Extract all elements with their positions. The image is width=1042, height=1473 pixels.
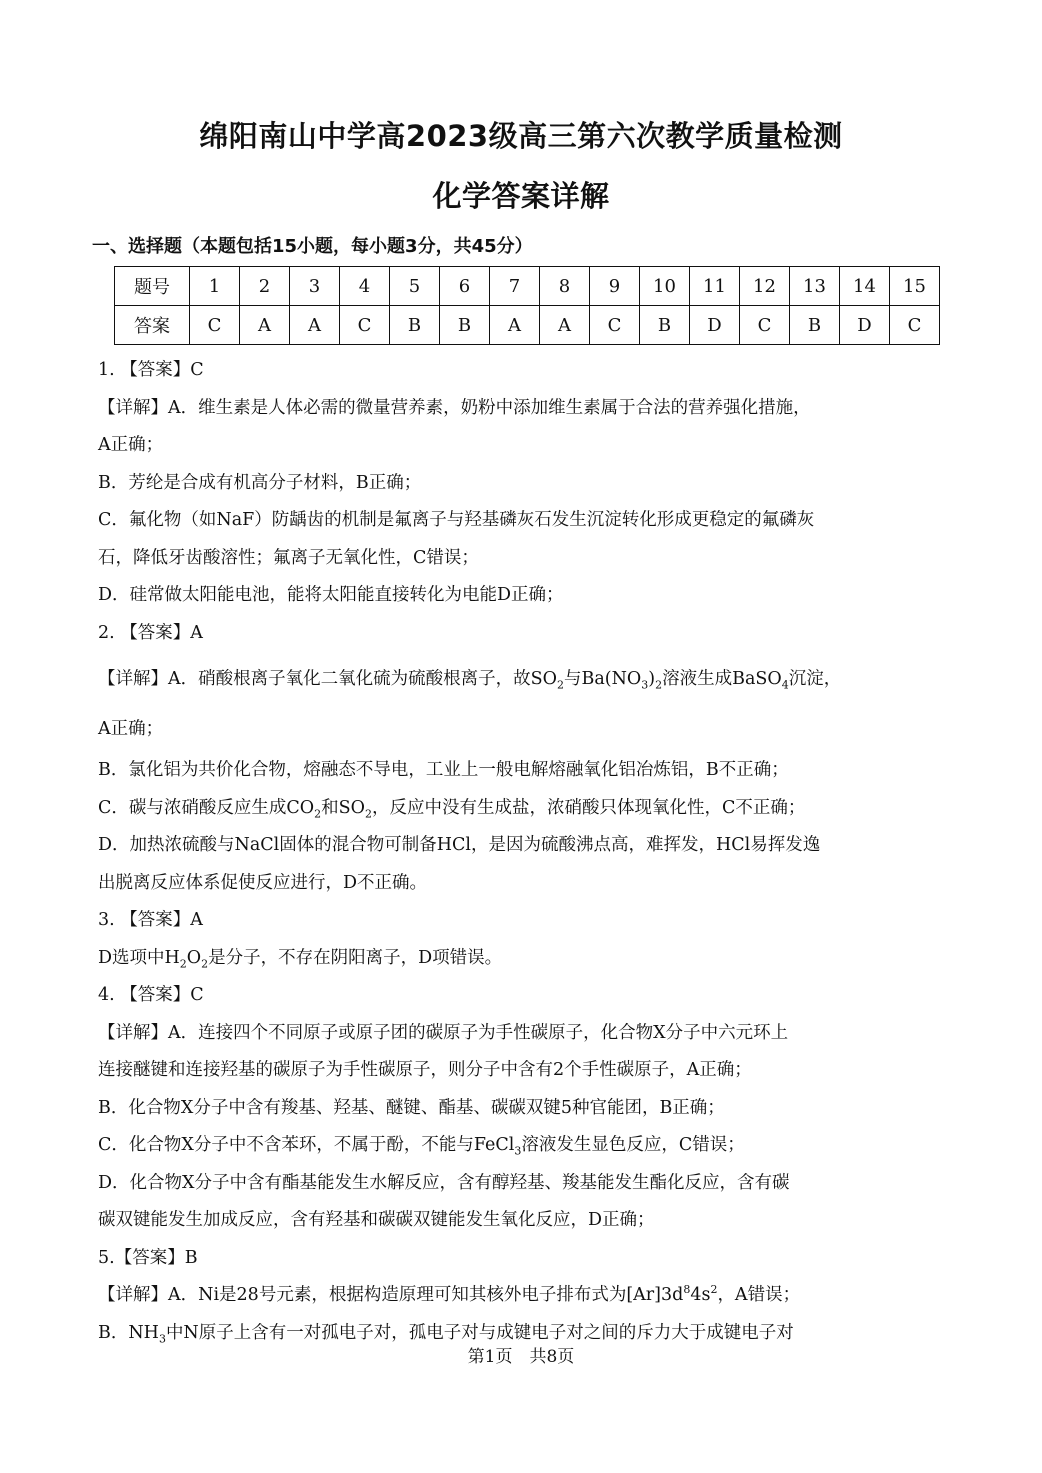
text-span: 是分子，不存在阴阳离子，D项错误。 <box>208 947 503 968</box>
table-cell: A <box>540 306 590 345</box>
q3-line <box>98 940 948 978</box>
formula-so2: SO <box>530 669 557 689</box>
document-title: 绵阳南山中学高2023级高三第六次教学质量检测 <box>199 119 843 153</box>
q1-answer: 1. 【答案】C <box>98 360 204 380</box>
text-span: 溶液发生显色反应，C错误； <box>521 1135 745 1155</box>
text-span: 与 <box>563 669 582 689</box>
table-cell: 1 <box>190 267 240 306</box>
q2-line <box>98 652 948 707</box>
q2-line: B．氯化铝为共价化合物，熔融态不导电，工业上一般电解熔融氧化铝冶炼铝，B不正确； <box>98 760 789 780</box>
page-footer: 第1页 共8页 <box>467 1347 575 1367</box>
formula-hcl: HCl <box>716 835 751 855</box>
formula-baso4: BaSO <box>732 669 782 689</box>
table-cell: 8 <box>540 267 590 306</box>
table-cell: B <box>790 306 840 345</box>
q4-line <box>98 1127 948 1165</box>
table-cell: A <box>240 306 290 345</box>
table-cell: 6 <box>440 267 490 306</box>
table-cell: 14 <box>840 267 890 306</box>
formula-hcl: HCl <box>436 835 472 855</box>
text-span: 【详解】A．Ni是28号元素，根据构造原理可知其核外电子排布式为[Ar]3d <box>98 1285 684 1305</box>
subscript: 2 <box>655 678 663 692</box>
q1-line: C．氟化物（如NaF）防龋齿的机制是氟离子与羟基磷灰石发生沉淀转化形成更稳定的氟磷灰 <box>98 510 815 530</box>
text-span: 固体的混合物可制备 <box>279 835 437 855</box>
q1-line: 石，降低牙齿酸溶性；氟离子无氧化性，C错误； <box>98 547 479 568</box>
table-row-label: 答案 <box>115 306 190 345</box>
table-cell: 4 <box>340 267 390 306</box>
formula-fecl3: FeCl <box>473 1135 515 1155</box>
table-cell: B <box>640 306 690 345</box>
q2-line <box>98 827 948 865</box>
formula-ba-no3: Ba(NO <box>581 669 642 689</box>
table-cell: 10 <box>640 267 690 306</box>
subscript: 3 <box>514 1144 522 1158</box>
table-cell: 13 <box>790 267 840 306</box>
question-number-row <box>115 267 940 306</box>
answer-table <box>114 266 940 345</box>
q4-line: 【详解】A．连接四个不同原子或原子团的碳原子为手性碳原子，化合物X分子中六元环上 <box>98 1022 789 1043</box>
q2-line: 出脱离反应体系促使反应进行，D不正确。 <box>98 872 428 893</box>
q1-line: 【详解】A．维生素是人体必需的微量营养素，奶粉中添加维生素属于合法的营养强化措施， <box>98 397 811 418</box>
subscript: 3 <box>641 678 649 692</box>
q4-line: B．化合物X分子中含有羧基、羟基、醚键、酯基、碳碳双键5种官能团，B正确； <box>98 1097 725 1118</box>
table-cell: C <box>890 306 940 345</box>
text-span: C．化合物X分子中不含苯环，不属于酚，不能与 <box>98 1135 474 1155</box>
table-cell: 12 <box>740 267 790 306</box>
q2-line <box>98 790 948 828</box>
subscript: 3 <box>158 1332 166 1345</box>
q3-answer: 3. 【答案】A <box>98 910 203 930</box>
text-span: 中N原子上含有一对孤电子对，孤电子对与成键电子对之间的斥力大于成键电子对 <box>165 1322 794 1343</box>
q1-line: D．硅常做太阳能电池，能将太阳能直接转化为电能D正确； <box>98 585 564 605</box>
text-span: O <box>186 947 202 968</box>
answer-explanations <box>98 352 948 1352</box>
text-span: B．NH <box>98 1322 159 1343</box>
table-cell: B <box>390 306 440 345</box>
table-cell: D <box>840 306 890 345</box>
q4-line: 碳双键能发生加成反应，含有羟基和碳碳双键能发生氧化反应，D正确； <box>98 1210 655 1230</box>
table-cell: A <box>290 306 340 345</box>
text-span: ) <box>648 669 656 689</box>
q1-line: A正确； <box>98 435 164 455</box>
formula-co2: CO <box>286 797 315 818</box>
answer-row <box>115 306 940 345</box>
text-span: ，反应中没有生成盐，浓硝酸只体现氧化性，C不正确； <box>371 797 806 818</box>
table-cell: C <box>740 306 790 345</box>
subscript: 4 <box>781 678 789 692</box>
formula-so2: SO <box>338 797 365 818</box>
text-span: 易挥发逸 <box>750 835 821 855</box>
q2-answer: 2. 【答案】A <box>98 622 203 643</box>
superscript: 2 <box>710 1283 718 1297</box>
document-subtitle: 化学答案详解 <box>432 179 610 213</box>
subscript: 2 <box>364 807 372 820</box>
text-span: 溶液生成 <box>662 669 733 689</box>
subscript: 2 <box>179 957 187 970</box>
table-cell: 5 <box>390 267 440 306</box>
subscript: 2 <box>314 807 322 820</box>
text-span: D．加热浓硫酸与 <box>98 835 235 855</box>
text-span: C．碳与浓硝酸反应生成 <box>98 797 287 818</box>
table-cell: D <box>690 306 740 345</box>
text-span: 和 <box>321 797 339 818</box>
table-cell: C <box>340 306 390 345</box>
text-span: D选项中H <box>98 947 180 968</box>
text-span: 4s <box>690 1285 711 1305</box>
table-cell: C <box>590 306 640 345</box>
table-cell: C <box>190 306 240 345</box>
subscript: 2 <box>556 678 564 692</box>
formula-nacl: NaCl <box>234 835 280 855</box>
text-span: ，A错误； <box>717 1285 801 1305</box>
text-span: ，是因为硫酸沸点高，难挥发， <box>471 835 717 855</box>
q5-line <box>98 1277 948 1315</box>
table-cell: 15 <box>890 267 940 306</box>
q1-line: B．芳纶是合成有机高分子材料，B正确； <box>98 472 422 493</box>
text-span: 沉淀， <box>788 669 842 689</box>
superscript: 8 <box>683 1283 691 1297</box>
text-span: 【详解】A．硝酸根离子氧化二氧化硫为硫酸根离子，故 <box>98 669 531 689</box>
table-cell: 11 <box>690 267 740 306</box>
q4-answer: 4. 【答案】C <box>98 985 204 1005</box>
table-cell: 9 <box>590 267 640 306</box>
section-heading: 一、选择题（本题包括15小题，每小题3分，共45分） <box>92 236 533 257</box>
q2-line: A正确； <box>98 719 164 739</box>
q4-line: 连接醚键和连接羟基的碳原子为手性碳原子，则分子中含有2个手性碳原子，A正确； <box>98 1060 752 1080</box>
table-cell: 7 <box>490 267 540 306</box>
subscript: 2 <box>201 957 209 970</box>
table-cell: B <box>440 306 490 345</box>
table-cell: 2 <box>240 267 290 306</box>
table-row-label: 题号 <box>115 267 190 306</box>
q5-answer: 5.【答案】B <box>98 1247 198 1268</box>
q4-line: D．化合物X分子中含有酯基能发生水解反应，含有醇羟基、羧基能发生酯化反应，含有碳 <box>98 1172 790 1193</box>
table-cell: A <box>490 306 540 345</box>
table-cell: 3 <box>290 267 340 306</box>
